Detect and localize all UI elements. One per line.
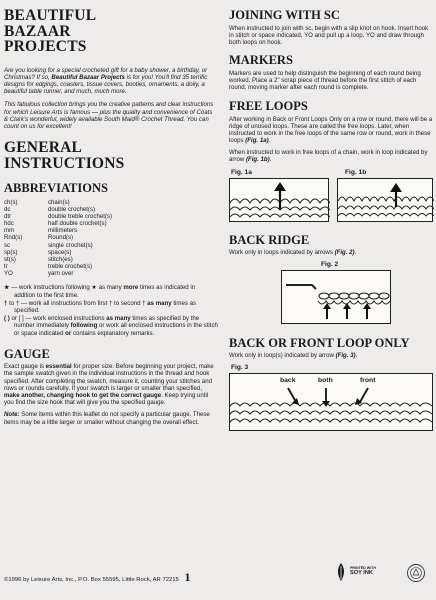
abbreviation-row — [4, 263, 218, 270]
symbol-text: or work all enclosed instructions in the stitch or space indicated — [14, 322, 218, 337]
intro-text: Are you looking for a special crocheted gift for a baby shower, a birthday, or Christmas? If so, — [4, 66, 208, 81]
abbreviation-meaning: millimeters — [48, 227, 78, 235]
intro-paragraph-1 — [4, 67, 218, 96]
page-number: 1 — [184, 570, 191, 584]
abbreviation-meaning: stitch(es) — [48, 255, 73, 263]
recycle-seal — [405, 563, 427, 588]
back-front-desc: Work only in loop(s) indicated by arrow — [229, 352, 336, 360]
abbreviation-term: dtr — [4, 212, 12, 220]
figure-2-illustration — [281, 270, 391, 324]
intro-book-title: Beautiful Bazaar Projects — [51, 73, 125, 81]
figure-1a-illustration — [229, 178, 329, 222]
abbreviation-meaning: treble crochet(s) — [48, 263, 93, 271]
abbreviation-row — [4, 234, 218, 241]
abbreviation-term: sc — [4, 241, 11, 249]
gauge-text: for proper size. Before beginning your project, make the sample swatch given in the individual instructions in the thread and hook specified. After completing the swatch, measure it, counting your stitches and rows or rounds carefully. If your swatch is larger or smaller than specified, — [4, 363, 214, 392]
figure-reference: (Fig. 1a) — [245, 137, 269, 145]
abbreviation-meaning: chain(s) — [48, 198, 70, 206]
chain-hook-illustration — [282, 271, 392, 323]
abbreviation-meaning: double treble crochet(s) — [48, 212, 113, 220]
note-text: Some items within this leaflet do not specify a particular gauge. These items may be a little larger or smaller without changing the overall effect. — [4, 411, 210, 426]
symbol-mark: † — [4, 299, 8, 307]
symbol-emphasis: as many — [147, 299, 172, 307]
abbreviation-row — [4, 256, 218, 263]
symbol-parentheses — [4, 315, 218, 337]
free-loops-text: When instructed to work in free loops of a chain, work in loop indicated by arrow — [229, 148, 428, 163]
figure-1a — [229, 169, 329, 222]
markers-text: Markers are used to help distinguish the beginning of each round being worked. Place a 2" scrap piece of thread before the first stitch of each round, moving marker after each round is complete. — [229, 69, 421, 92]
figure-1-row — [229, 169, 433, 222]
abbreviation-meaning: half double crochet(s) — [48, 220, 107, 228]
symbols-section — [4, 284, 218, 336]
abbreviation-term: tr — [4, 263, 8, 271]
gauge-note — [4, 411, 218, 425]
symbol-text: contains explanatory remarks. — [71, 329, 155, 337]
back-front-loop-heading: BACK OR FRONT LOOP ONLY — [229, 335, 410, 350]
joining-text: When instructed to join with sc, begin with a slip knot on hook. Insert hook in stitch or space indicated, YO and pull up a loop, YO and draw through both loops on hook. — [229, 24, 429, 46]
figure-reference: (Fig. 2) — [334, 249, 355, 257]
back-front-desc: . — [355, 352, 358, 360]
abbreviations-heading: ABBREVIATIONS — [4, 181, 108, 196]
intro-paragraph-2: This fabulous collection brings you the creative patterns and clear instructions for which Leisure Arts is famous — plus the quality and convenience of Coats & Clark's wonderful, widely available South Maid® Crochet Thread. You can count on us for excellent! — [4, 101, 214, 130]
abbreviation-meaning: single crochet(s) — [48, 241, 93, 249]
symbol-text: times as specified by the number immediately — [14, 315, 200, 330]
printed-with-text: PRINTED WITH — [350, 566, 376, 571]
back-front-loop-text — [229, 352, 433, 359]
abbreviation-meaning: yarn over — [48, 270, 74, 278]
back-ridge-desc: . — [354, 249, 357, 257]
loop-label-front: front — [360, 377, 376, 385]
symbol-mark: ★ — [4, 284, 10, 292]
chain-illustration — [338, 179, 434, 221]
symbol-emphasis: more — [123, 284, 139, 292]
gauge-text: . Keep trying until you find the size hook that will give you the specified gauge. — [4, 392, 209, 407]
figure-label: Fig. 1a — [231, 168, 252, 176]
gauge-emphasis: make another, changing hook to get the correct gauge — [4, 392, 162, 400]
symbol-text: — work instructions following ★ as many — [9, 284, 124, 292]
markers-heading: MARKERS — [229, 53, 293, 68]
symbol-dagger — [4, 300, 218, 314]
figure-reference: (Fig. 3) — [335, 352, 356, 360]
gauge-emphasis: essential — [45, 363, 72, 371]
abbreviation-term: st(s) — [4, 255, 16, 263]
free-loops-paragraph-2 — [229, 149, 433, 163]
free-loops-paragraph-1 — [229, 116, 433, 145]
abbreviation-meaning: space(s) — [48, 248, 72, 256]
abbreviation-row — [4, 213, 218, 220]
symbol-text: times as specified. — [14, 299, 197, 314]
abbreviation-meaning: Round(s) — [48, 234, 74, 242]
abbreviation-row — [4, 206, 218, 213]
note-label: Note: — [4, 411, 20, 419]
figure-3 — [229, 364, 433, 431]
soy-ink-leaf-icon — [334, 562, 348, 582]
abbreviation-term: ch(s) — [4, 198, 18, 206]
page-title: BEAUTIFUL BAZAAR PROJECTS — [4, 7, 96, 55]
soy-ink-label: SOY INK — [350, 570, 373, 576]
abbreviation-term: dc — [4, 205, 11, 213]
footer — [4, 570, 190, 585]
gauge-text: Exact gauge is — [4, 363, 46, 371]
figure-3-illustration — [229, 373, 433, 431]
abbreviation-term: mm — [4, 227, 15, 235]
free-loops-text: . — [268, 137, 271, 145]
abbreviations-list — [4, 199, 218, 278]
abbreviation-row — [4, 270, 218, 277]
intro-text: is for you! You'll find 35 terrific designs for edgings, coasters, tissue covers, booties, ornaments, a doily, a beautiful table runner, and much, much more. — [4, 73, 208, 96]
back-ridge-heading: BACK RIDGE — [229, 232, 310, 247]
symbol-text: times as indicated in addition to the first time. — [14, 284, 196, 299]
stitch-illustration — [230, 179, 330, 221]
figure-label: Fig. 3 — [231, 364, 249, 372]
abbreviation-row — [4, 199, 218, 206]
recycle-seal-icon — [405, 563, 427, 583]
figure-2 — [281, 261, 391, 324]
right-column — [229, 0, 433, 431]
loop-label-both: both — [318, 377, 333, 385]
soy-ink-text — [350, 567, 376, 576]
symbol-text: or [ ] — work enclosed instructions — [9, 315, 107, 323]
symbol-text: to † — work all instructions from first † to second † — [7, 299, 148, 307]
symbol-emphasis: or — [65, 329, 72, 337]
abbreviation-meaning: double crochet(s) — [48, 205, 96, 213]
gauge-paragraph — [4, 363, 218, 406]
left-column — [4, 0, 218, 426]
abbreviation-row — [4, 242, 218, 249]
abbreviation-row — [4, 220, 218, 227]
symbol-emphasis: as many — [106, 315, 131, 323]
general-instructions-heading: GENERAL INSTRUCTIONS — [4, 139, 125, 172]
figure-label: Fig. 2 — [321, 260, 339, 268]
gauge-heading: GAUGE — [4, 346, 50, 361]
back-ridge-desc: Work only in loops indicated by arrows — [229, 249, 335, 257]
copyright-text: ©1996 by Leisure Arts, Inc., P.O. Box 55595, Little Rock, AR 72215 — [4, 577, 179, 583]
joining-heading: JOINING WITH SC — [229, 8, 340, 22]
figure-1b — [337, 169, 433, 222]
abbreviation-term: hdc — [4, 220, 14, 228]
abbreviation-row — [4, 227, 218, 234]
figure-1b-illustration — [337, 178, 433, 222]
figure-reference: (Fig. 1b) — [245, 155, 270, 163]
abbreviation-term: sp(s) — [4, 248, 18, 256]
symbol-star — [4, 284, 218, 298]
figure-label: Fig. 1b — [345, 168, 367, 176]
free-loops-heading: FREE LOOPS — [229, 99, 308, 114]
abbreviation-row — [4, 249, 218, 256]
soy-ink-logo — [334, 562, 376, 582]
free-loops-text: . — [269, 155, 272, 163]
symbol-emphasis: following — [70, 322, 98, 330]
symbol-mark: ( ) — [4, 315, 10, 323]
free-loops-text: After working in Back or Front Loops Only on a row or round, there will be a ridge of unused loops. These are called the free loops. Later, when instructed to work in the free loops of the same row or round, work in these loops — [229, 115, 433, 145]
loop-label-back: back — [280, 377, 296, 385]
abbreviation-term: Rnd(s) — [4, 234, 23, 242]
back-ridge-text — [229, 249, 433, 256]
abbreviation-term: YO — [4, 270, 13, 278]
